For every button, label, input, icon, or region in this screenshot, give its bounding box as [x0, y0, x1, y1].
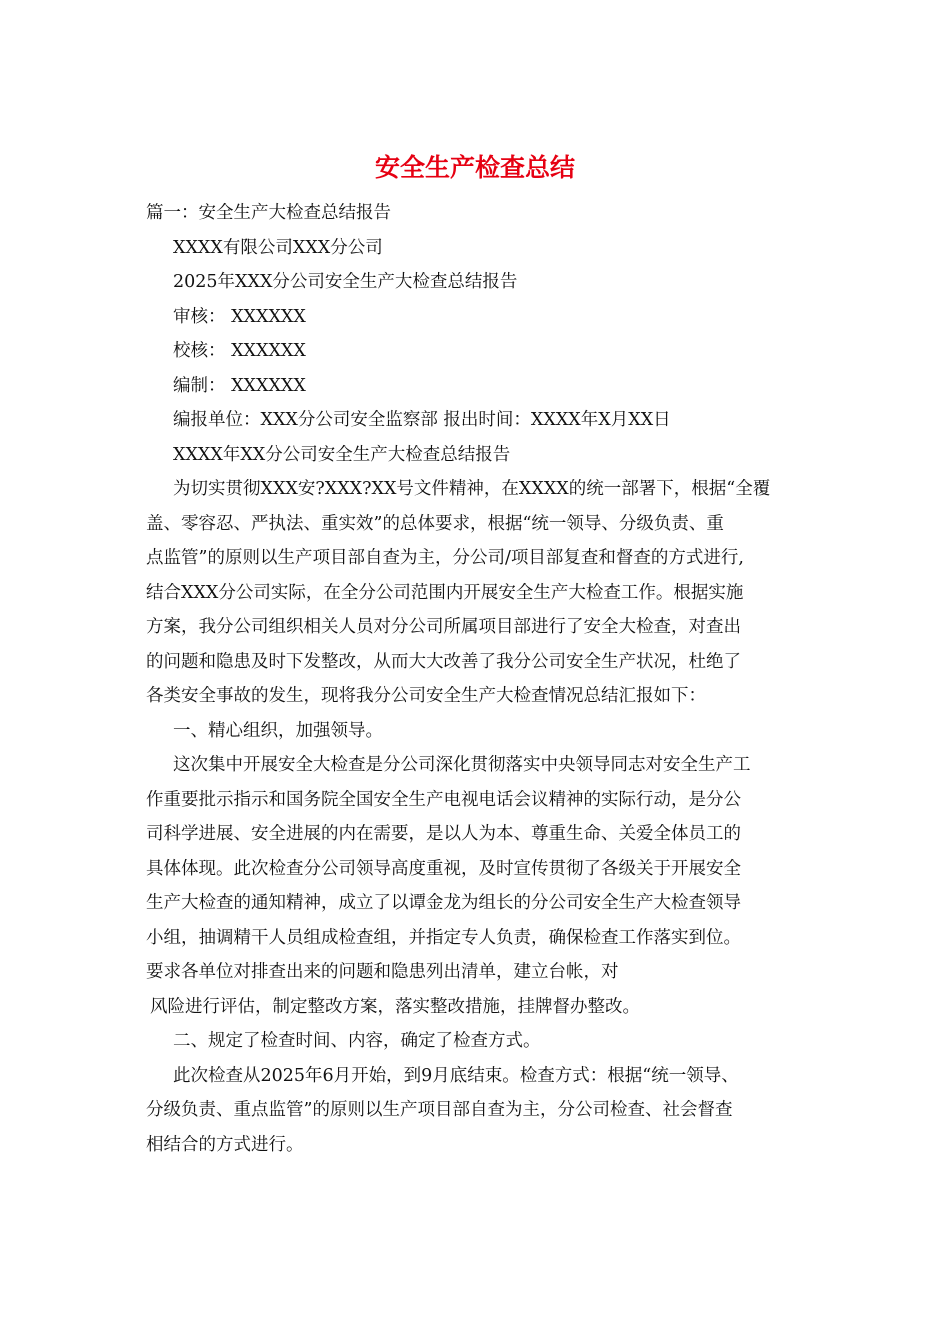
text-line: 2025年XXX分公司安全生产大检查总结报告 — [173, 272, 518, 292]
text-line: 盖、零容忍、严执法、重实效”的总体要求，根据“统一领导、分级负责、重 — [146, 513, 724, 534]
text-line: 方案，我分公司组织相关人员对分公司所属项目部进行了安全大检查，对查出 — [146, 617, 741, 637]
text-line: XXXX年XX分公司安全生产大检查总结报告 — [173, 444, 511, 465]
text-line: 这次集中开展安全大检查是分公司深化贯彻落实中央领导同志对安全生产工 — [173, 755, 751, 775]
text-line: 此次检查从2025年6月开始，到9月底结束。检查方式：根据“统一领导、 — [173, 1065, 739, 1086]
text-line: 各类安全事故的发生，现将我分公司安全生产大检查情况总结汇报如下： — [146, 686, 706, 706]
text-line: 分级负责、重点监管”的原则以生产项目部自查为主，分公司检查、社会督查 — [146, 1100, 733, 1120]
text-line: 生产大检查的通知精神，成立了以谭金龙为组长的分公司安全生产大检查领导 — [146, 893, 741, 913]
text-line: 小组，抽调精干人员组成检查组，并指定专人负责，确保检查工作落实到位。 — [146, 927, 741, 948]
text-line: 编制： XXXXXX — [173, 375, 306, 396]
text-line: 为切实贯彻XXX安?XXX?XX号文件精神，在XXXX的统一部署下，根据“全覆 — [173, 479, 771, 499]
text-line: XXXX有限公司XXX分公司 — [173, 237, 383, 258]
text-line: 的问题和隐患及时下发整改，从而大大改善了我分公司安全生产状况，杜绝了 — [146, 651, 741, 672]
text-line: 校核： XXXXXX — [173, 341, 306, 361]
text-line: 审核： XXXXXX — [173, 306, 306, 327]
document-title: 安全生产检查总结 — [374, 153, 575, 182]
text-line: 作重要批示指示和国务院全国安全生产电视电话会议精神的实际行动，是分公 — [146, 789, 741, 810]
text-line: 司科学进展、安全进展的内在需要，是以人为本、尊重生命、关爱全体员工的 — [146, 824, 741, 844]
text-line: 具体体现。此次检查分公司领导高度重视，及时宣传贯彻了各级关于开展安全 — [146, 858, 741, 879]
text-line: 结合XXX分公司实际，在全分公司范围内开展安全生产大检查工作。根据实施 — [146, 582, 744, 603]
text-line: 一、精心组织，加强领导。 — [173, 720, 383, 741]
text-line: 风险进行评估，制定整改方案，落实整改措施，挂牌督办整改。 — [150, 996, 640, 1017]
text-line: 相结合的方式进行。 — [146, 1134, 304, 1155]
text-line: 编报单位：XXX分公司安全监察部 报出时间：XXXX年X月XX日 — [173, 410, 671, 430]
text-line: 点监管”的原则以生产项目部自查为主，分公司/项目部复查和督查的方式进行, — [146, 548, 744, 568]
text-line: 篇一：安全生产大检查总结报告 — [146, 203, 391, 223]
text-line: 二、规定了检查时间、内容，确定了检查方式。 — [173, 1031, 541, 1051]
document-body — [146, 196, 818, 1162]
text-line: 要求各单位对排查出来的问题和隐患列出清单，建立台帐，对 — [146, 962, 619, 982]
